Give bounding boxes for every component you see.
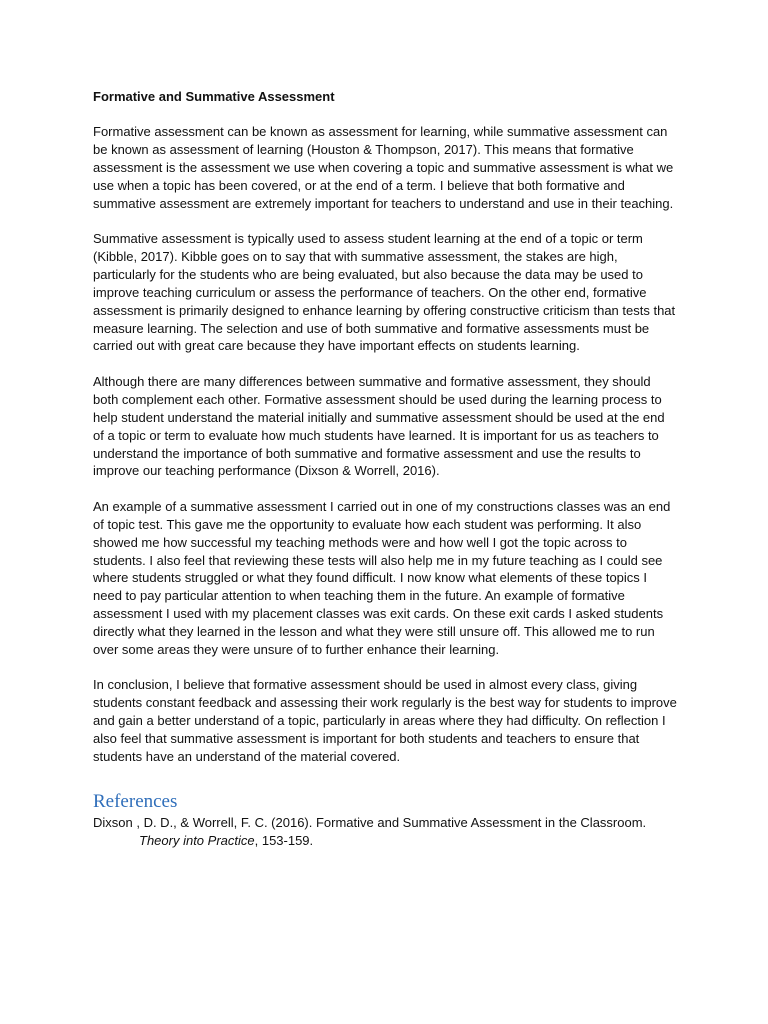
paragraph-differences: Although there are many differences between summative and formative assessment, they should both complement each other. Formative assessment should be used during the learning process to help student understand the material initially and summative assessment should be used at the end of a topic or term to evaluate how much students have learned. It is important for us as teachers to understand the importance of both summative and formative assessment and use the results to improve our teaching performance (Dixson & Worrell, 2016). xyxy=(93,373,665,479)
references-heading: References xyxy=(93,791,178,812)
reference-journal: Theory into Practice xyxy=(139,832,255,848)
reference-authors-title: Dixson , D. D., & Worrell, F. C. (2016). Formative and Summative Assessment in the Classroom. xyxy=(93,815,647,830)
paragraph-summative: Summative assessment is typically used to assess student learning at the end of a topic or term (Kibble, 2017). Kibble goes on to say that with summative assessment, the stakes are high, particularly for the students who are being evaluated, but also because the data may be used to improve teaching curriculum or assess the performance of teachers. On the other end, formative assessment is primarily designed to enhance learning by offering constructive criticism than tests that measure learning. The selection and use of both summative and formative assessments must be carried out with great care because they have important effects on students learning. xyxy=(93,231,676,354)
paragraph-conclusion: In conclusion, I believe that formative assessment should be used in almost every class, giving students constant feedback and assessing their work regularly is the best way for students to improve and gain a better understand of a topic, particularly in areas where they had difficulty. On reflection I also feel that summative assessment is important for both students and teachers to ensure that students have an understand of the material covered. xyxy=(93,677,677,765)
reference-entry xyxy=(93,814,678,850)
document-page xyxy=(93,88,678,850)
document-title: Formative and Summative Assessment xyxy=(93,89,335,104)
paragraph-intro: Formative assessment can be known as assessment for learning, while summative assessment can be known as assessment of learning (Houston & Thompson, 2017). This means that formative assessment is the assessment we use when covering a topic and summative assessment is what we use when a topic has been covered, or at the end of a term. I believe that both formative and summative assessment are extremely important for teachers to understand and use in their teaching. xyxy=(93,124,674,211)
paragraph-example: An example of a summative assessment I carried out in one of my constructions classes was an end of topic test. This gave me the opportunity to evaluate how each student was performing. It also showed me how successful my teaching methods were and how well I got the topic across to students. I also feel that reviewing these tests will also help me in my future teaching as I could see where students struggled or what they found difficult. I now know what elements of these topics I need to pay particular attention to when teaching them in the future. An example of formative assessment I used with my placement classes was exit cards. On these exit cards I asked students directly what they learned in the lesson and what they were still unsure off. This allowed me to run over some areas they were unsure of to further enhance their learning. xyxy=(93,498,671,658)
reference-pages: , 153-159. xyxy=(254,832,314,848)
